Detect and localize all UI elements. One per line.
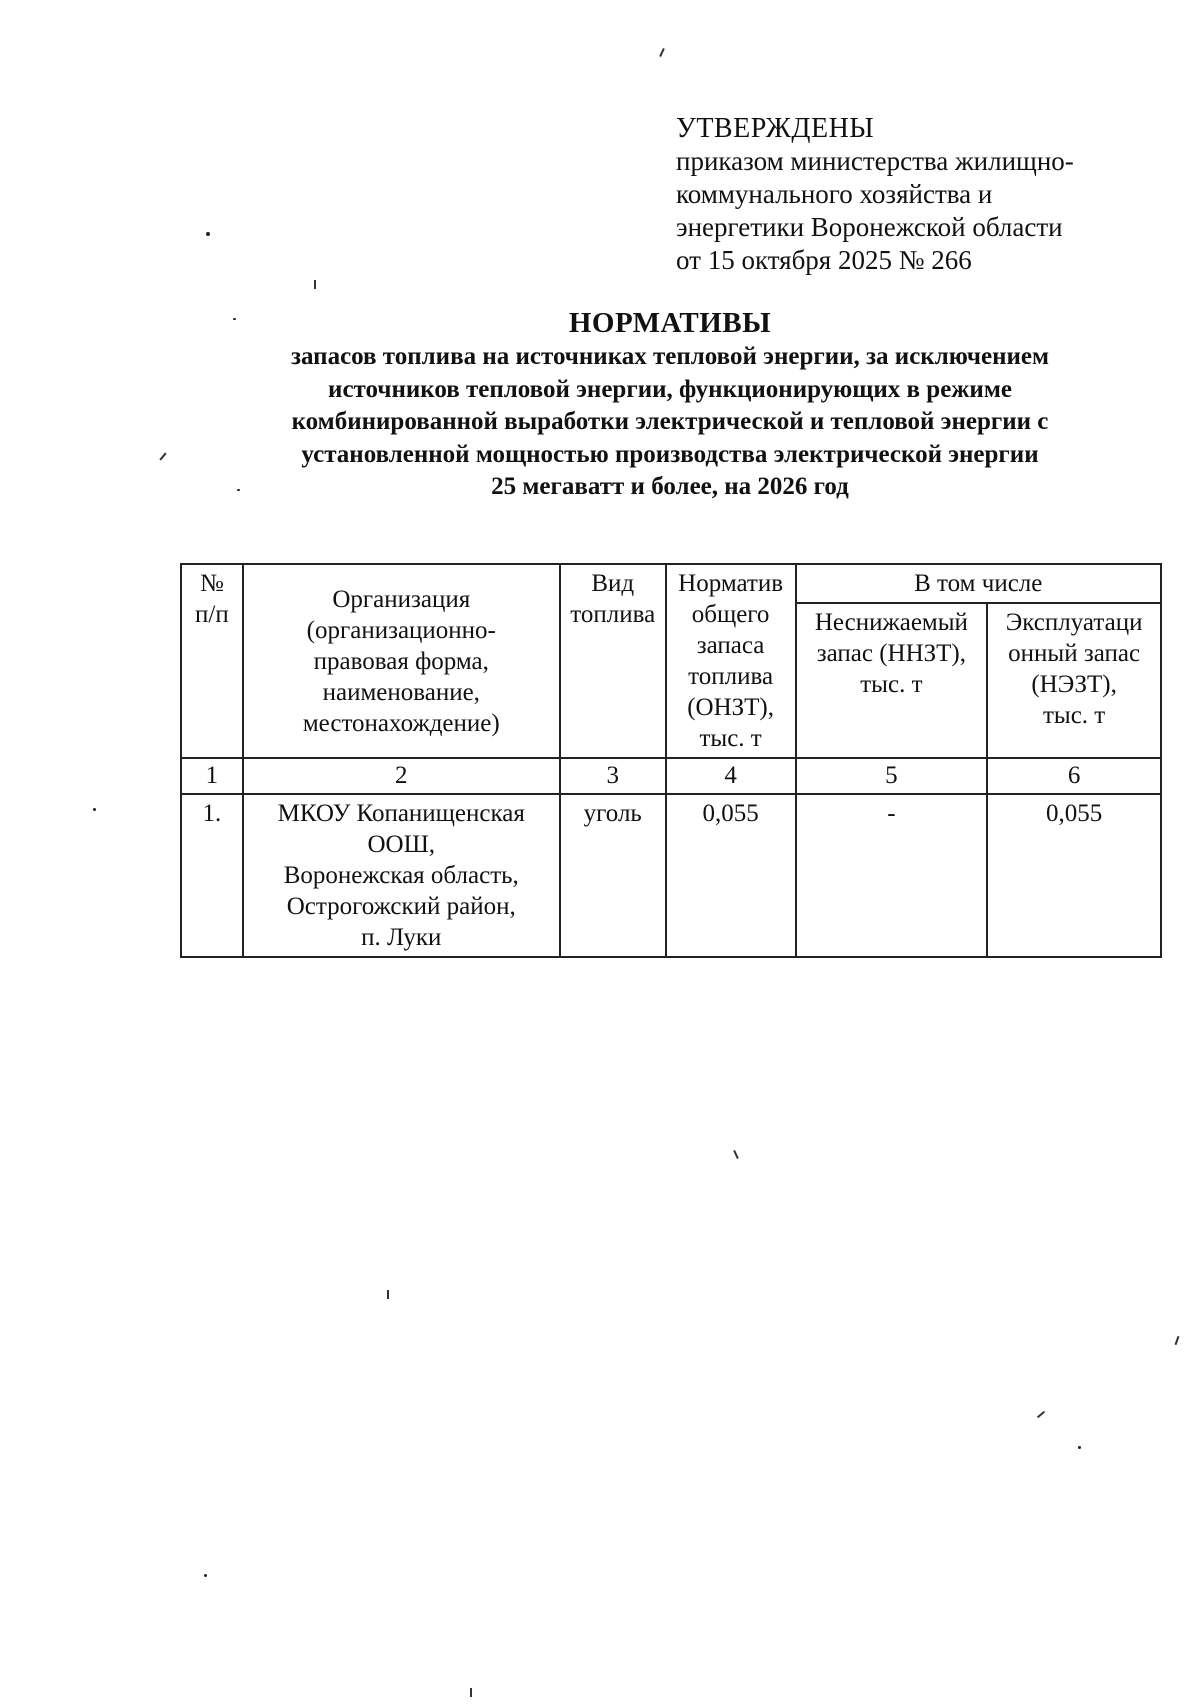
header-nezt: Эксплуатаци онный запас (НЭЗТ), тыс. т	[987, 603, 1161, 758]
subtitle-line: комбинированной выработки электрической и тепловой энергии с	[291, 408, 1049, 435]
row-nnzt: -	[796, 794, 988, 957]
scan-mark	[159, 452, 166, 460]
header-onzt: Норматив общего запаса топлива (ОНЗТ), тыс. т	[666, 564, 796, 758]
column-number: 2	[243, 758, 560, 794]
header-nnzt: Неснижаемый запас (ННЗТ), тыс. т	[796, 603, 988, 758]
subtitle-line: 25 мегаватт и более, на 2026 год	[491, 473, 849, 500]
document-heading	[190, 305, 1150, 504]
header-organization: Организация (организационно- правовая форма, наименование, местонахождение)	[243, 564, 560, 758]
column-number: 5	[796, 758, 988, 794]
subtitle-line: запасов топлива на источниках тепловой энергии, за исключением	[290, 343, 1050, 370]
scan-mark	[1037, 1411, 1045, 1418]
approval-title: УТВЕРЖДЕНЫ	[676, 113, 875, 144]
scan-speck	[233, 318, 236, 320]
header-num: № п/п	[181, 564, 243, 758]
document-subtitle	[190, 341, 1150, 504]
subtitle-line: установленной мощностью производства электрической энергии	[301, 440, 1039, 468]
approval-line: коммунального хозяйства и	[676, 179, 993, 209]
row-organization: МКОУ Копанищенская ООШ, Воронежская область, Острогожский район, п. Луки	[243, 794, 560, 957]
column-number: 3	[560, 758, 666, 794]
scan-mark	[387, 1290, 389, 1299]
approval-line: от 15 октября 2025 № 266	[676, 245, 972, 275]
scan-mark	[1175, 1336, 1180, 1345]
row-num: 1.	[181, 794, 243, 957]
scan-speck	[1078, 1446, 1081, 1449]
approval-stamp	[676, 112, 1116, 277]
column-number: 1	[181, 758, 243, 794]
scan-mark	[314, 280, 316, 289]
header-including: В том числе	[796, 564, 1161, 603]
scan-speck	[204, 1574, 207, 1577]
scan-mark	[659, 48, 665, 57]
approval-line: приказом министерства жилищно-	[676, 146, 1074, 176]
scan-mark	[470, 1688, 472, 1697]
scan-speck	[206, 232, 210, 236]
header-fuel-type: Вид топлива	[560, 564, 666, 758]
scan-speck	[237, 489, 240, 491]
subtitle-line: источников тепловой энергии, функционирующих в режиме	[328, 375, 1012, 403]
table-header-row	[181, 564, 1161, 603]
row-onzt: 0,055	[666, 794, 796, 957]
row-nezt: 0,055	[987, 794, 1161, 957]
approval-line: энергетики Воронежской области	[676, 212, 1063, 242]
scan-speck	[93, 808, 96, 811]
column-number: 4	[666, 758, 796, 794]
document-title: НОРМАТИВЫ	[568, 307, 772, 339]
column-number-row	[181, 758, 1161, 794]
table-row	[181, 794, 1161, 957]
column-number: 6	[987, 758, 1161, 794]
scan-mark	[733, 1150, 739, 1159]
norms-table	[180, 563, 1162, 958]
row-fuel-type: уголь	[560, 794, 666, 957]
